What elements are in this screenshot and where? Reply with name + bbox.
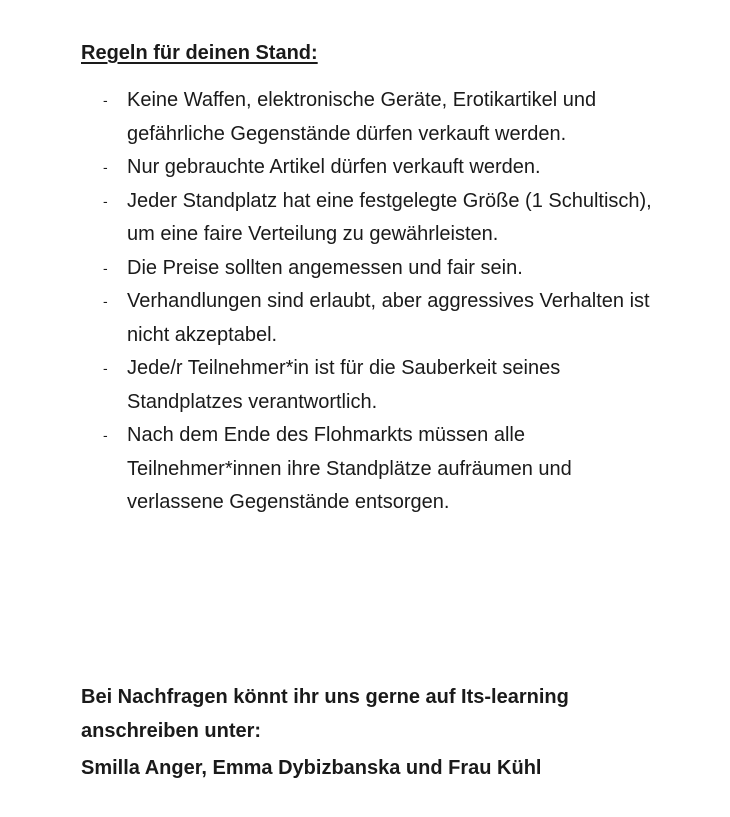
- bullet-dash: -: [103, 293, 108, 309]
- rules-heading: Regeln für deinen Stand:: [81, 42, 318, 64]
- organizer-names: Smilla Anger, Emma Dybizbanska und Frau Kühl: [81, 757, 542, 779]
- rule-item: [0, 185, 730, 252]
- rule-item: [0, 151, 730, 185]
- contact-note: Bei Nachfragen könnt ihr uns gerne auf Its-learning anschreiben unter:: [81, 686, 569, 742]
- rule-text: Keine Waffen, elektronische Geräte, Erotikartikel und gefährliche Gegenstände dürfen verkauft werden.: [127, 89, 597, 145]
- rule-item: [0, 419, 730, 520]
- bullet-dash: -: [103, 92, 108, 108]
- rule-text: Die Preise sollten angemessen und fair sein.: [127, 256, 523, 279]
- rule-item: [0, 84, 730, 151]
- bullet-dash: -: [103, 192, 108, 209]
- rule-text: Jeder Standplatz hat eine festgelegte Größe (1 Schultisch), um eine faire Verteilung zu gewährleisten.: [127, 189, 652, 245]
- rule-text: Nur gebrauchte Artikel dürfen verkauft werden.: [127, 156, 541, 178]
- bullet-dash: -: [103, 427, 108, 443]
- rule-text: Verhandlungen sind erlaubt, aber aggressives Verhalten ist nicht akzeptabel.: [127, 290, 650, 346]
- rule-item: [0, 252, 730, 286]
- rule-item: [0, 352, 730, 419]
- bullet-dash: -: [103, 259, 108, 276]
- bullet-dash: -: [103, 360, 108, 376]
- rule-text: Jede/r Teilnehmer*in ist für die Sauberkeit seines Standplatzes verantwortlich.: [127, 357, 561, 413]
- rule-item: [0, 285, 730, 352]
- rules-list: [0, 84, 730, 520]
- bullet-dash: -: [103, 159, 108, 175]
- rule-text: Nach dem Ende des Flohmarkts müssen alle Teilnehmer*innen ihre Standplätze aufräumen und verlassene Gegenstände entsorgen.: [127, 424, 572, 513]
